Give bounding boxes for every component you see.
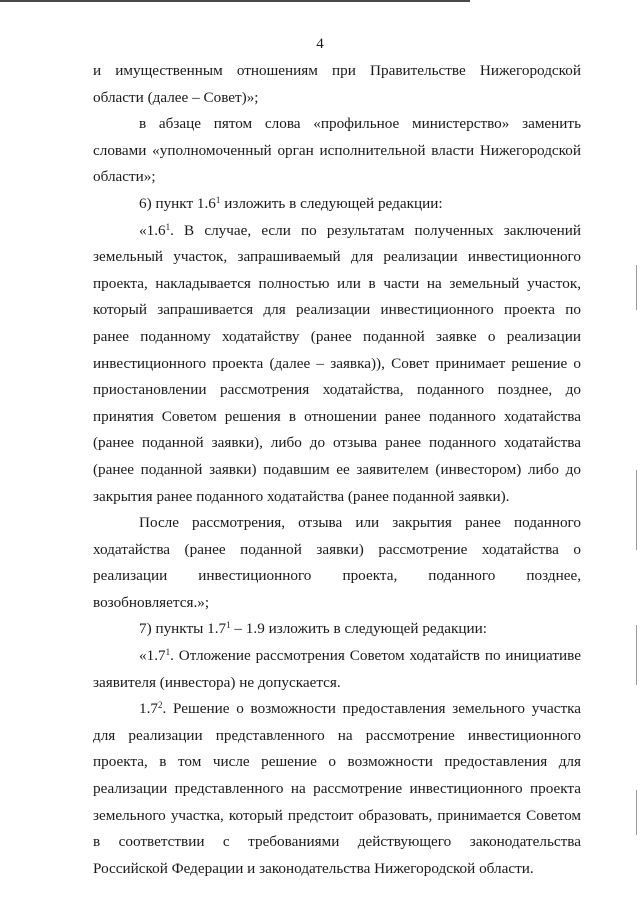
paragraph-text-before: 6) пункт 1.6 — [139, 194, 216, 212]
paragraph-text-before: «1.6 — [139, 221, 166, 239]
paragraph-item-6-intro — [93, 191, 581, 218]
scan-right-edge-mark — [636, 625, 637, 685]
scan-right-edge-mark — [636, 470, 637, 550]
superscript-index: 1 — [165, 221, 171, 232]
paragraph-text-before: 1.7 — [139, 700, 158, 718]
paragraph-item-7-intro — [93, 616, 581, 643]
paragraph-text-after: . Отложение рассмотрения Советом ходатайств по инициативе заявителя (инвестора) не допускается. — [93, 647, 581, 691]
scan-right-edge-mark — [636, 790, 637, 835]
paragraph-text-after: . В случае, если по результатам полученных заключений земельный участок, запрашиваемый для реализации инвестиционного проекта, накладывается полностью или в части на земельный участок, который запрашивается для реализации инвестиционного проекта по ранее поданному ходатайству (ранее поданной заявке о реализации инвестиционного проекта (далее – заявка)), Совет принимает решение о приостановлении рассмотрения ходатайства, поданного позднее, до принятия Советом решения в отношении ранее поданного ходатайства (ранее поданной заявки), либо до отзыва ранее поданного ходатайства (ранее поданной заявки) подавшим ее заявителем (инвестором) либо до закрытия ранее поданного ходатайства (ранее поданной заявки). — [93, 221, 581, 505]
paragraph-text-before: 7) пункты 1.7 — [139, 620, 227, 638]
paragraph-clause-1-7-1 — [93, 643, 581, 696]
paragraph-text-after: – 1.9 изложить в следующей редакции: — [230, 620, 487, 638]
page-number: 4 — [316, 36, 324, 52]
superscript-index: 1 — [215, 194, 221, 205]
scan-right-edge-mark — [636, 265, 637, 310]
paragraph-council-definition: и имущественным отношениям при Правительстве Нижегородской области (далее – Совет)»; — [93, 62, 581, 106]
document-body — [93, 58, 581, 882]
superscript-index: 2 — [157, 700, 163, 711]
superscript-index: 1 — [165, 647, 171, 658]
paragraph-clause-1-6-1 — [93, 218, 581, 511]
paragraph-text-after: . Решение о возможности предоставления земельного участка для реализации представленного на рассмотрение инвестиционного проекта, в том числе решение о возможности предоставления для реализации представленного на рассмотрение инвестиционного проекта земельного участка, который предстоит образовать, принимается Советом в соответствии с требованиями действующего законодательства Российской Федерации и законодательства Нижегородской области. — [93, 700, 581, 877]
paragraph-text-after: изложить в следующей редакции: — [220, 194, 443, 212]
paragraph-text-before: «1.7 — [139, 647, 166, 665]
paragraph-amend-abzac-five: в абзаце пятом слова «профильное министерство» заменить словами «уполномоченный орган исполнительной власти Нижегородской области»; — [93, 115, 581, 186]
scan-top-edge-line — [0, 0, 470, 2]
paragraph-resumption: После рассмотрения, отзыва или закрытия ранее поданного ходатайства (ранее поданной заявки) рассмотрение ходатайства о реализации инвестиционного проекта, поданного позднее, возобновляется.»; — [93, 514, 581, 611]
paragraph-clause-1-7-2 — [93, 696, 581, 882]
superscript-index: 1 — [226, 620, 231, 631]
